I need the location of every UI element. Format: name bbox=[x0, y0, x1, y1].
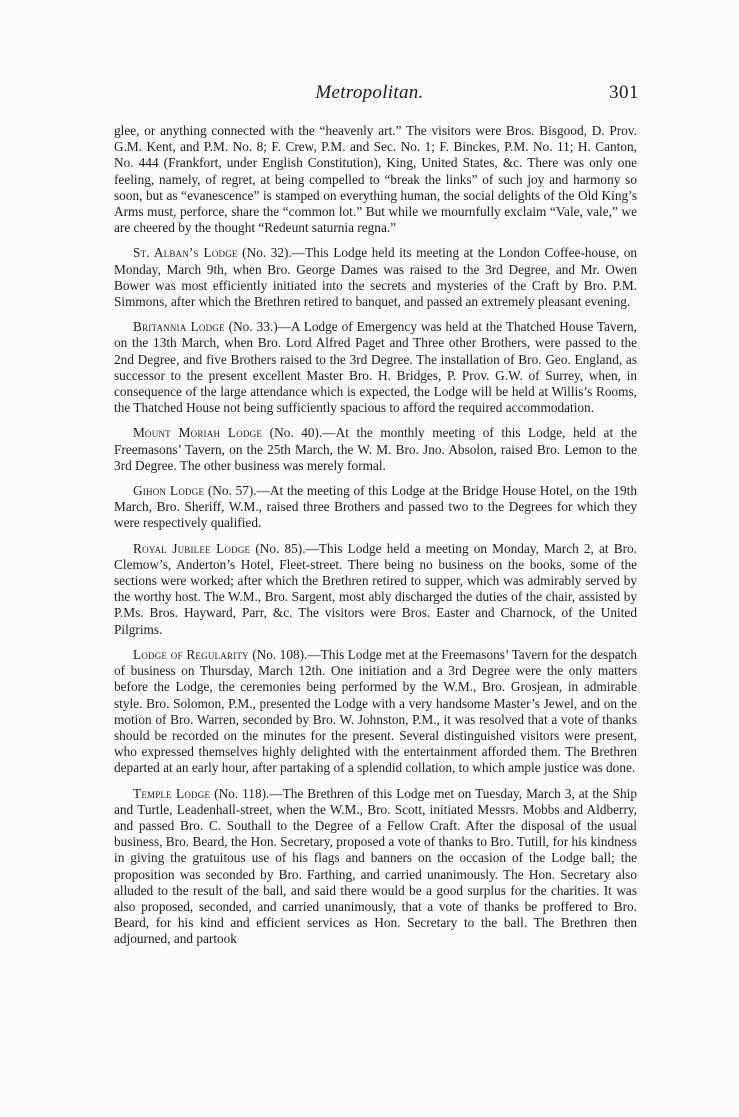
paragraph-text: (No. 118).—The Brethren of this Lodge met on Tuesday, March 3, at the Ship and Turtle, Leadenhall-street, when the W.M., Bro. Scott, initiated Messrs. Mobbs and Aldberry, and passed Bro. C. Southall to the Degree of a Fellow Craft. After the disposal of the usual business, Bro. Beard, the Hon. Secretary, proposed a vote of thanks to Bro. Tutill, for his kindness in giving the gratuitous use of his flags and banners on the occasion of the Lodge ball; the proposition was seconded by Bro. Farthing, and carried unanimously. The Hon. Secretary also alluded to the result of the ball, and said there would be a good surplus for the charities. It was also proposed, seconded, and carried unanimously, that a vote of thanks be proffered to Bro. Beard, for his kind and efficient services as Hon. Secretary to the ball. The Brethren then adjourned, and partook bbox=[114, 785, 637, 947]
page-number: 301 bbox=[609, 82, 639, 103]
paragraph-gihon-lodge bbox=[114, 483, 637, 532]
paragraph-text: (No. 32).—This Lodge held its meeting at the London Coffee-house, on Monday, March 9th, when Bro. George Dames was raised to the 3rd Degree, and Mr. Owen Bower was most efficiently initiated into the secrets and mysteries of the Craft by Bro. P.M. Simmons, after which the Brethren retired to banquet, and passed an extremely pleasant evening. bbox=[114, 245, 638, 310]
paragraph-text: (No. 108).—This Lodge met at the Freemasons’ Tavern for the despatch of business on Thursday, March 12th. One initiation and a 3rd Degree were the only matters before the Lodge, the ceremonies being performed by the W.M., Bro. Grosjean, in admirable style. Bro. Solomon, P.M., presented the Lodge with a very handsome Master’s Jewel, and on the motion of Bro. Warren, seconded by Bro. W. Johnston, P.M., it was resolved that a vote of thanks should be recorded on the minutes for the present. Several distinguished visitors were present, who expressed themselves highly delighted with the entertainment afforded them. The Brethren departed at an early hour, after partaking of a splendid collation, to which ample justice was done. bbox=[114, 646, 637, 776]
paragraph-st-albans-lodge bbox=[114, 245, 637, 310]
lodge-name: Lodge of Regularity bbox=[133, 646, 249, 662]
lodge-name: St. Alban’s Lodge bbox=[133, 245, 238, 261]
paragraph-text: (No. 57).—At the meeting of this Lodge at the Bridge House Hotel, on the 19th March, Bro. Sheriff, W.M., raised three Brothers and passed two to the Degrees for which they were respectively qualified. bbox=[114, 483, 637, 531]
running-title: Metropolitan. bbox=[315, 82, 424, 103]
paragraph-temple-lodge bbox=[114, 786, 637, 948]
paragraph-royal-jubilee-lodge bbox=[114, 541, 637, 638]
lodge-name: Mount Moriah Lodge bbox=[133, 425, 263, 441]
paragraph-text: (No. 85).—This Lodge held a meeting on Monday, March 2, at Bro. Clemow’s, Anderton’s Hotel, Fleet-street. There being no business on the books, some of the sections were worked; after which the Brethren retired to supper, which was admirably served by the worthy host. The W.M., Bro. Sargent, most ably discharged the duties of the chair, assisted by P.Ms. Bros. Hayward, Parr, &c. The visitors were Bros. Easter and Charnock, of the United Pilgrims. bbox=[114, 540, 637, 637]
lodge-name: Britannia Lodge bbox=[133, 319, 225, 335]
paragraph-text: glee, or anything connected with the “heavenly art.” The visitors were Bros. Bisgood, D. Prov. G.M. Kent, and P.M. No. 8; F. Crew, P.M. and Sec. No. 1; F. Binckes, P.M. No. 11; H. Canton, No. 444 (Frankfort, under English Constitution), King, United States, &c. There was only one feeling, namely, of regret, at being compelled to “break the links” of such joy and harmony so soon, but as “evanescence” is stamped on everything human, the social delights of the Old King’s Arms must, perforce, share the “common lot.” But while we mournfully exclaim “Vale, vale,” we are cheered by the thought “Redeunt saturnia regna.” bbox=[114, 123, 637, 236]
lodge-name: Temple Lodge bbox=[133, 785, 211, 801]
page-header bbox=[0, 82, 739, 112]
paragraph-lodge-of-regularity bbox=[114, 647, 637, 777]
paragraph-continuation bbox=[114, 123, 637, 236]
lodge-name: Royal Jubilee Lodge bbox=[133, 540, 251, 556]
lodge-name: Gihon Lodge bbox=[133, 483, 205, 499]
paragraph-text: (No. 33.)—A Lodge of Emergency was held at the Thatched House Tavern, on the 13th March, when Bro. Lord Alfred Paget and Three other Brothers, were passed to the 2nd Degree, and five Brothers raised to the 3rd Degree. The installation of Bro. Geo. England, as successor to the present excellent Master Bro. H. Bridges, P. Prov. G.W. of Surrey, when, in consequence of the large attendance which is expected, the Lodge will be held at Willis’s Rooms, the Thatched House not being sufficiently spacious to afford the required accommodation. bbox=[114, 319, 637, 416]
paragraph-mount-moriah-lodge bbox=[114, 425, 637, 474]
paragraph-britannia-lodge bbox=[114, 319, 637, 416]
article-body bbox=[114, 123, 637, 957]
paragraph-text: (No. 40).—At the monthly meeting of this Lodge, held at the Freemasons’ Tavern, on the 25th March, the W. M. Bro. Jno. Absolon, raised Bro. Lemon to the 3rd Degree. The other business was merely formal. bbox=[114, 425, 637, 473]
